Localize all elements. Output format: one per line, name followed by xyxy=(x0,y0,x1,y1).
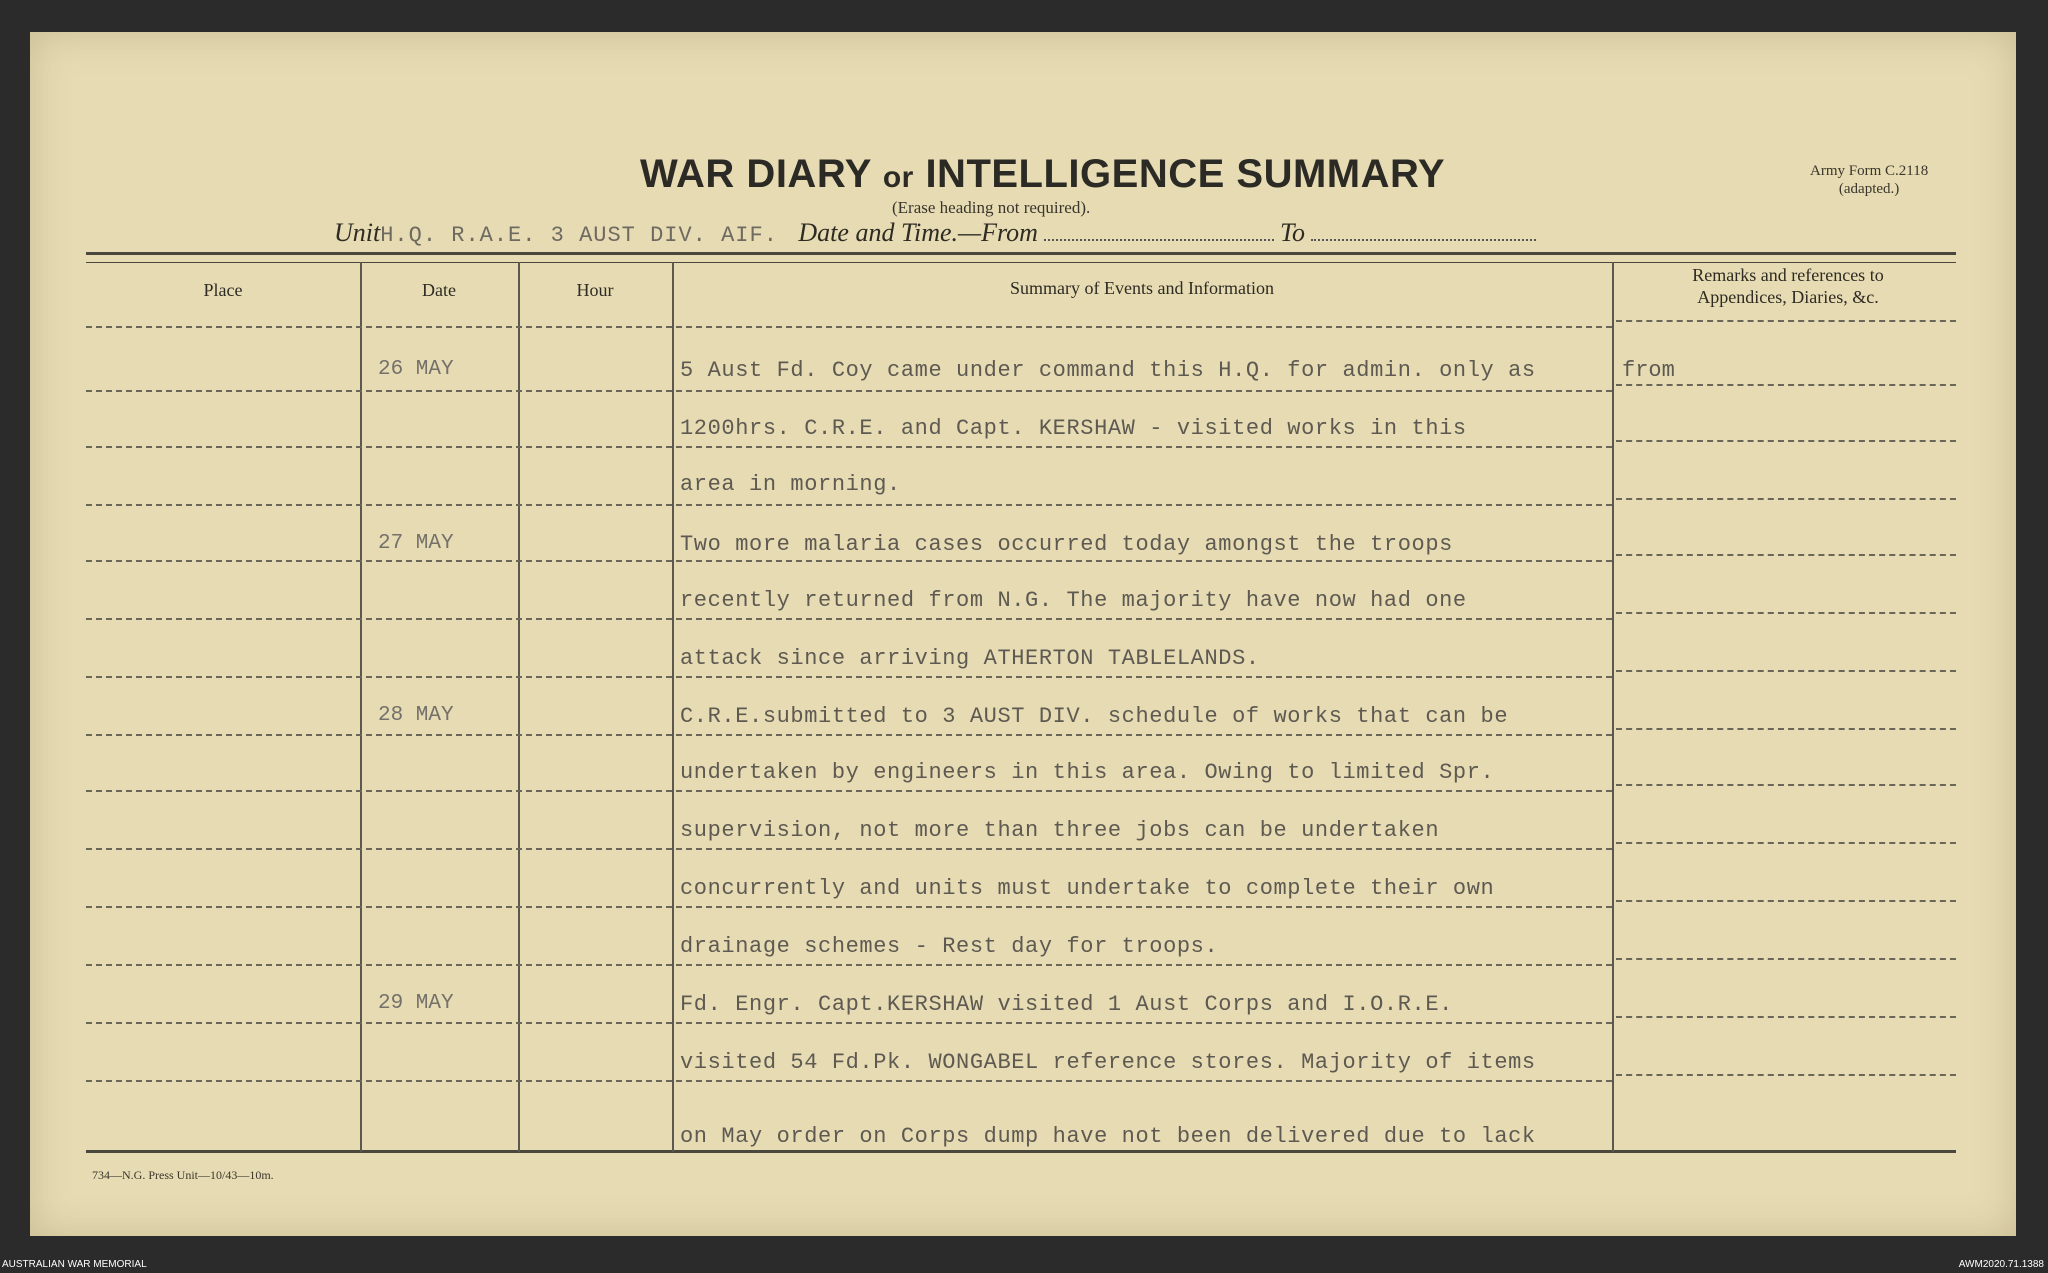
table-top-rule-inner xyxy=(86,262,1956,263)
row-rule xyxy=(86,446,1612,449)
row-rule xyxy=(86,906,1612,909)
header-place: Place xyxy=(203,280,243,300)
column-divider xyxy=(1612,262,1614,1152)
row-rule xyxy=(1616,440,1956,443)
row-rule xyxy=(1616,1074,1956,1077)
table-top-rule xyxy=(86,252,1956,255)
summary-line: on May order on Corps dump have not been delivered due to lack xyxy=(680,1124,1536,1149)
header-summary: Summary of Events and Information xyxy=(1010,278,1274,298)
date-cell: 28 MAY xyxy=(378,704,454,727)
archive-reference: AWM2020.71.1388 xyxy=(1958,1259,2044,1270)
summary-line: undertaken by engineers in this area. Owing to limited Spr. xyxy=(680,760,1495,785)
row-rule xyxy=(86,390,1612,393)
summary-line: concurrently and units must undertake to complete their own xyxy=(680,876,1495,901)
print-code: 734—N.G. Press Unit—10/43—10m. xyxy=(92,1168,274,1182)
row-rule xyxy=(1616,958,1956,961)
row-rule xyxy=(1616,900,1956,903)
date-cell: 26 MAY xyxy=(378,358,454,381)
column-divider xyxy=(360,262,362,1152)
form-number: Army Form C.2118 (adapted.) xyxy=(1810,163,1929,197)
row-rule xyxy=(86,618,1612,621)
row-rule xyxy=(1616,320,1956,323)
row-rule xyxy=(86,1080,1612,1083)
row-rule xyxy=(1616,612,1956,615)
summary-line: attack since arriving ATHERTON TABLELANDS. xyxy=(680,646,1260,671)
row-rule xyxy=(1616,1016,1956,1019)
row-rule xyxy=(1616,384,1956,387)
row-rule xyxy=(86,676,1612,679)
row-rule xyxy=(1616,554,1956,557)
remark-text: from xyxy=(1622,358,1675,383)
table-bottom-rule xyxy=(86,1150,1956,1153)
column-divider xyxy=(672,262,674,1152)
row-rule xyxy=(86,1022,1612,1025)
row-rule xyxy=(86,848,1612,851)
header-remarks: Remarks and references to Appendices, Diaries, &c. xyxy=(1692,265,1884,307)
unit-value: H.Q. R.A.E. 3 AUST DIV. AIF. xyxy=(380,223,778,248)
summary-line: area in morning. xyxy=(680,472,901,497)
column-divider xyxy=(518,262,520,1152)
summary-line: Fd. Engr. Capt.KERSHAW visited 1 Aust Corps and I.O.R.E. xyxy=(680,992,1453,1017)
row-rule xyxy=(1616,842,1956,845)
summary-line: visited 54 Fd.Pk. WONGABEL reference stores. Majority of items xyxy=(680,1050,1536,1075)
header-date: Date xyxy=(422,280,456,300)
row-rule xyxy=(86,560,1612,563)
archive-credit: AUSTRALIAN WAR MEMORIAL xyxy=(2,1259,147,1270)
form-title: WAR DIARY or INTELLIGENCE SUMMARY xyxy=(640,152,1446,196)
summary-line: recently returned from N.G. The majority have now had one xyxy=(680,588,1467,613)
row-rule xyxy=(86,326,1612,329)
row-rule xyxy=(86,504,1612,507)
row-rule xyxy=(1616,498,1956,501)
form-subtitle: (Erase heading not required). xyxy=(892,198,1091,217)
date-cell: 27 MAY xyxy=(378,532,454,555)
header-hour: Hour xyxy=(576,280,614,300)
summary-line: C.R.E.submitted to 3 AUST DIV. schedule of works that can be xyxy=(680,704,1509,729)
row-rule xyxy=(1616,728,1956,731)
row-rule xyxy=(86,790,1612,793)
row-rule xyxy=(86,964,1612,967)
summary-line: 1200hrs. C.R.E. and Capt. KERSHAW - visited works in this xyxy=(680,416,1467,441)
summary-line: supervision, not more than three jobs can be undertaken xyxy=(680,818,1440,843)
summary-line: drainage schemes - Rest day for troops. xyxy=(680,934,1219,959)
unit-line: UnitH.Q. R.A.E. 3 AUST DIV. AIF. Date and Time.—From To xyxy=(334,218,1542,248)
row-rule xyxy=(86,734,1612,737)
date-cell: 29 MAY xyxy=(378,992,454,1015)
summary-line: Two more malaria cases occurred today amongst the troops xyxy=(680,532,1453,557)
row-rule xyxy=(1616,670,1956,673)
summary-line: 5 Aust Fd. Coy came under command this H.Q. for admin. only as xyxy=(680,358,1536,383)
row-rule xyxy=(1616,784,1956,787)
